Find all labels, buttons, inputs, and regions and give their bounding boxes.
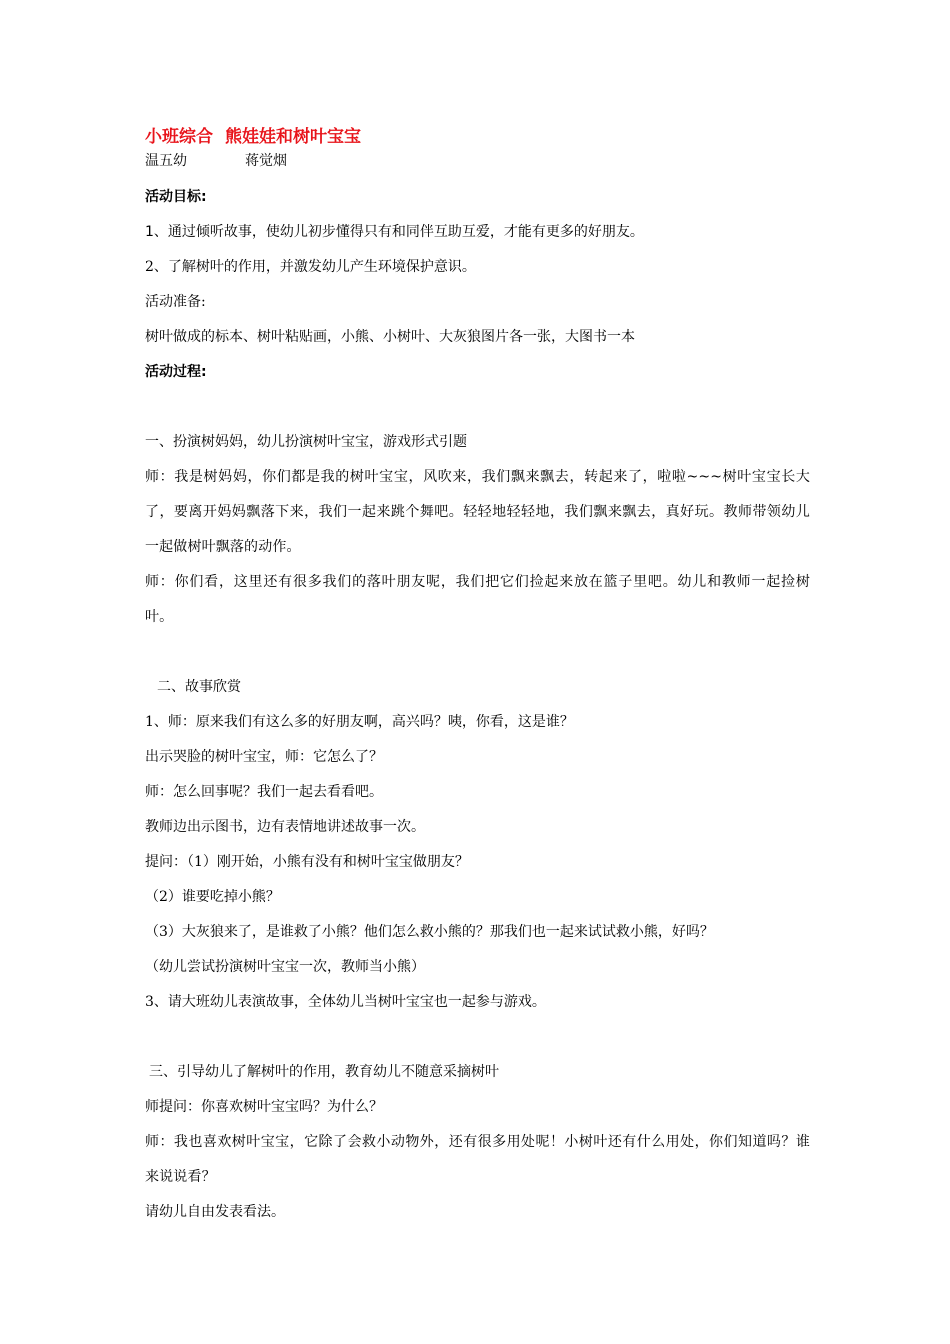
document-page: [145, 124, 810, 1230]
goal-item-2: [145, 250, 810, 285]
title-part-1: 小班综合: [145, 127, 213, 147]
document-title: [145, 124, 810, 150]
process-heading: 活动过程:: [145, 364, 207, 380]
goal-item-2-text: 2、了解树叶的作用，并激发幼儿产生环境保护意识。: [145, 259, 476, 275]
goal-item-1: 1、通过倾听故事，使幼儿初步懂得只有和同伴互助互爱，才能有更多的好朋友。: [145, 224, 644, 240]
section-2-line-4: 教师边出示图书，边有表情地讲述故事一次。: [145, 819, 425, 835]
title-part-2: 熊娃娃和树叶宝宝: [225, 127, 361, 147]
section-3-line-2: 请幼儿自由发表看法。: [145, 1204, 285, 1220]
spacer: [145, 635, 810, 670]
author-name: 蒋觉烟: [245, 153, 287, 169]
spacer: [145, 390, 810, 425]
section-2-line-3: 师：怎么回事呢？我们一起去看看吧。: [145, 784, 383, 800]
section-1-paragraph-1: 师：我是树妈妈，你们都是我的树叶宝宝，风吹来，我们飘来飘去，转起来了，啦啦~~~树叶宝宝长大了，要离开妈妈飘落下来，我们一起来跳个舞吧。轻轻地轻轻地，我们飘来飘去，真好玩。教师带领幼儿一起做树叶飘落的动作。: [145, 469, 810, 555]
goals-heading: 活动目标:: [145, 189, 207, 205]
author-line: [145, 150, 810, 172]
section-3-line-1: 师提问：你喜欢树叶宝宝吗？为什么？: [145, 1099, 383, 1115]
section-2-title: 二、故事欣赏: [157, 679, 241, 695]
section-2-line-6: （2）谁要吃掉小熊？: [145, 889, 280, 905]
section-2-line-7: （3）大灰狼来了，是谁救了小熊？他们怎么救小熊的？那我们也一起来试试救小熊，好吗？: [145, 924, 714, 940]
preparation-heading: 活动准备:: [145, 294, 206, 310]
section-2-line-9: 3、请大班幼儿表演故事，全体幼儿当树叶宝宝也一起参与游戏。: [145, 994, 546, 1010]
section-3-title: 三、引导幼儿了解树叶的作用，教育幼儿不随意采摘树叶: [149, 1064, 499, 1080]
goal-item-1-text: 、通过倾听故事，使幼儿初步懂得只有和同伴互助互爱，才能有更多的好朋友。: [153, 224, 644, 240]
section-1-title: 一、扮演树妈妈，幼儿扮演树叶宝宝，游戏形式引题: [145, 434, 467, 450]
section-1-paragraph-2: 师：你们看，这里还有很多我们的落叶朋友呢，我们把它们捡起来放在篮子里吧。幼儿和教师一起捡树叶。: [145, 574, 810, 625]
section-2-line-1: 1、师：原来我们有这么多的好朋友啊，高兴吗？咦，你看，这是谁？: [145, 714, 574, 730]
author-school: 温五幼: [145, 153, 187, 169]
section-3-paragraph-1: 师：我也喜欢树叶宝宝，它除了会救小动物外，还有很多用处呢！小树叶还有什么用处，你们知道吗？谁来说说看？: [145, 1134, 810, 1185]
section-2-line-2: 出示哭脸的树叶宝宝，师：它怎么了？: [145, 749, 383, 765]
spacer: [145, 1020, 810, 1055]
section-2-line-5: 提问：（1）刚开始，小熊有没有和树叶宝宝做朋友？: [145, 854, 469, 870]
preparation-text: 树叶做成的标本、树叶粘贴画，小熊、小树叶、大灰狼图片各一张，大图书一本: [145, 329, 635, 345]
section-2-line-8: （幼儿尝试扮演树叶宝宝一次，教师当小熊）: [145, 959, 425, 975]
